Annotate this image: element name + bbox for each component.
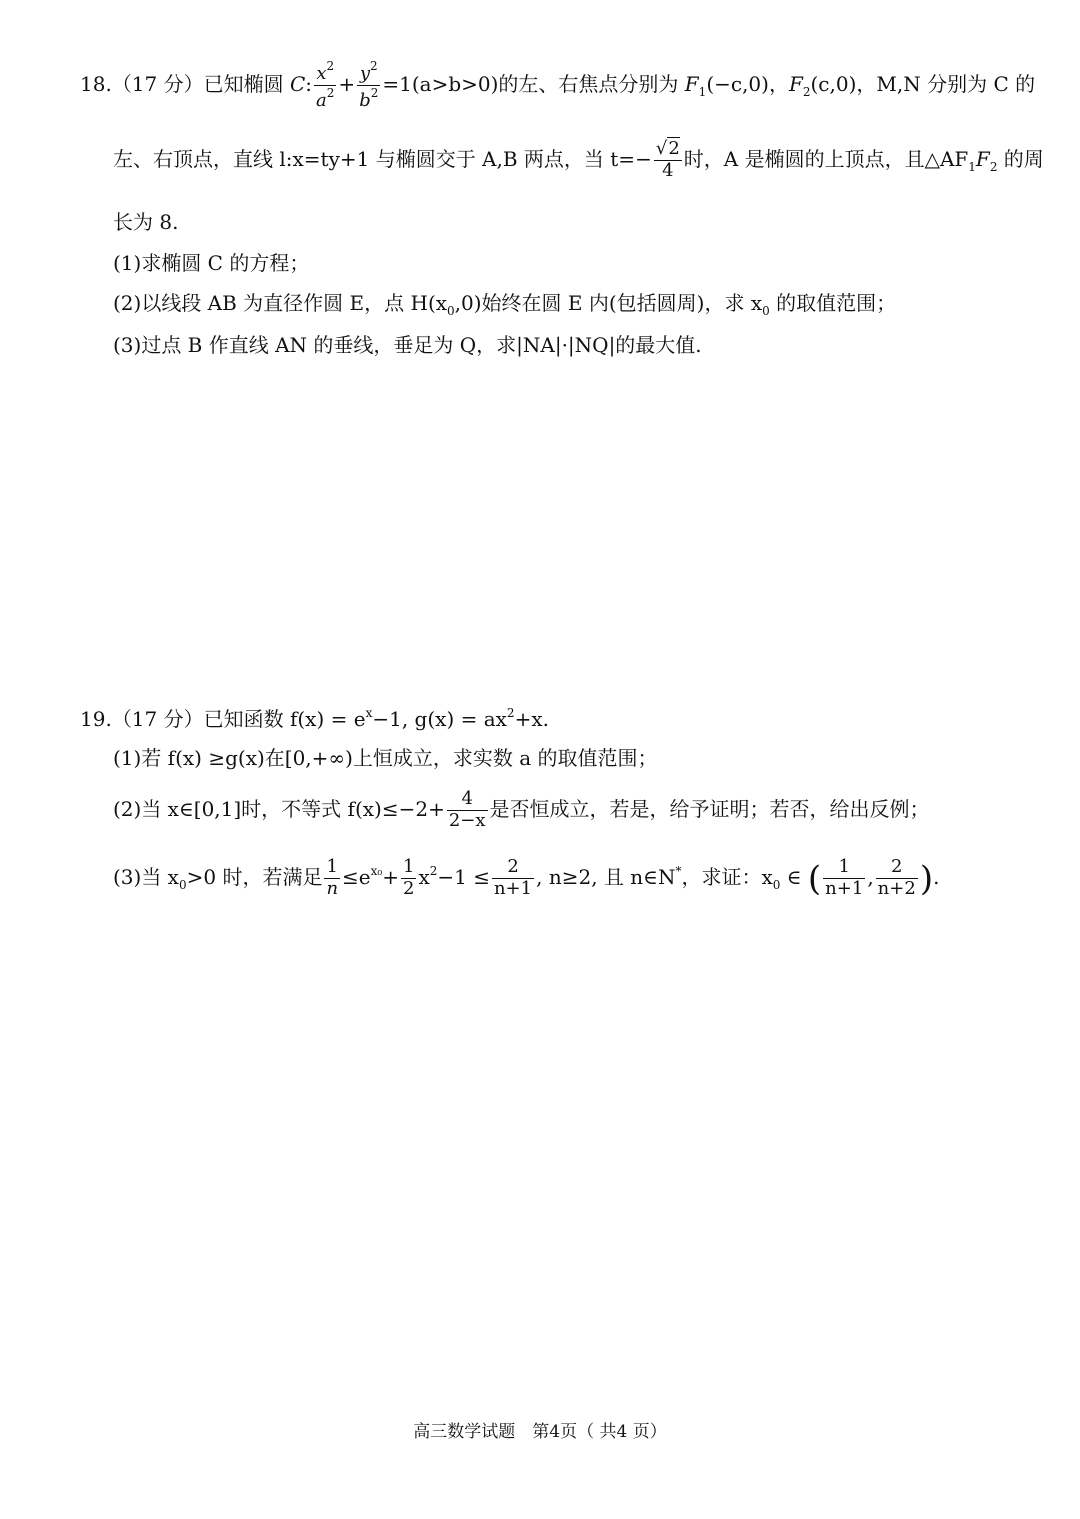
frac-y2-b2: $\frac{y^2}{b^2}$ <box>359 59 379 111</box>
q18-part3: (3)过点 B 作直线 AN 的垂线，垂足为 Q，求|NA|·|NQ|的最大值. <box>113 333 702 357</box>
frac-2-over-n-plus-1: $\frac{2}{n+1}$ <box>493 856 533 899</box>
f1-label: F <box>684 71 699 96</box>
q19-part3: (3)当 $x_0>0$ 时，若满足 $\frac{1}{n}$ $\le e^{x_0}+$ $\frac{1}{2}$ $x^2-1$ ≤ $\frac{2}{n+1}$ , n≥2, 且 n∈N*，求证：$x_0$ ∈ ( $\frac{1}{n+1}$ , $\frac{2}{n+2}$ ). <box>113 856 940 899</box>
frac-1-over-n-plus-1: $\frac{1}{n+1}$ <box>825 856 864 899</box>
q19-part2: (2)当 x∈[0,1]时，不等式 f(x)≤−2+ $\frac{4}{2-x}$ 是否恒成立，若是，给予证明；若否，给出反例； <box>113 788 930 831</box>
q18-score: （17 分） <box>111 71 204 96</box>
q18-line2: 左、右顶点，直线 l:x=ty+1 与椭圆交于 A,B 两点，当 t=− $\frac{√2}{4}$ 时，A 是椭圆的上顶点，且$\triangle AF_1F_2$ 的周 <box>113 138 1044 181</box>
q18-intro: 已知椭圆 <box>203 71 284 96</box>
page-footer: 高三数学试题 第4页（ 共4 页） <box>413 1422 667 1442</box>
q18-line2-a: 左、右顶点，直线 l:x=ty+1 与椭圆交于 A,B 两点，当 t=− <box>113 146 652 171</box>
f2-sub: 2 <box>802 84 811 99</box>
q19-score: （17 分） <box>111 707 204 731</box>
q19-part1: (1)若 f(x) ≥g(x)在[0,+∞)上恒成立，求实数 a 的取值范围； <box>113 746 658 770</box>
frac-2-over-n-plus-2: $\frac{2}{n+2}$ <box>877 856 916 899</box>
frac-x2-a2: $\frac{x^2}{a^2}$ <box>316 59 335 111</box>
q18-part2: (2)以线段 AB 为直径作圆 E，点 $H(x_0,0)$始终在圆 E 内(包括圆周)，求 $x_0$ 的取值范围； <box>113 291 897 318</box>
f2-label: F <box>788 71 803 96</box>
q18-text2: ，M,N 分别为 C 的 <box>856 71 1036 96</box>
q18-line2-b: 时，A 是椭圆的上顶点，且△AF <box>683 146 969 171</box>
ellipse-name: C <box>289 71 306 96</box>
frac-1-over-n: $\frac{1}{n}$ <box>326 856 339 899</box>
frac-4-over-2-minus-x: $\frac{4}{2-x}$ <box>448 788 486 831</box>
q18-number: 18. <box>80 71 112 96</box>
q18-text1: 的左、右焦点分别为 <box>498 71 679 96</box>
frac-sqrt2-over-4: $\frac{√2}{4}$ <box>655 138 680 181</box>
q19-intro: 19.（17 分）已知函数 $f(x) = e^x-1$, $g(x) = ax^2+x$. <box>80 706 549 731</box>
f1-sub: 1 <box>698 84 707 99</box>
ellipse-condition: =1(a>b>0) <box>382 71 499 96</box>
f1-coord: (−c,0) <box>706 71 769 96</box>
f2-coord: (c,0) <box>810 71 857 96</box>
q18-line1: 18.（17 分）已知椭圆 C: $\frac{x^2}{a^2}$ + $\frac{y^2}{b^2}$ =1(a>b>0)的左、右焦点分别为 $F_1(-c,0)$，$F_2(c,0)$，M,N 分别为 C 的 <box>80 59 1036 111</box>
q18-line2-c: 的周 <box>997 146 1044 171</box>
q19-number: 19. <box>80 707 112 731</box>
q18-line3: 长为 8. <box>113 210 179 234</box>
q18-part1: (1)求椭圆 C 的方程； <box>113 251 310 275</box>
frac-1-over-2: $\frac{1}{2}$ <box>402 856 415 899</box>
